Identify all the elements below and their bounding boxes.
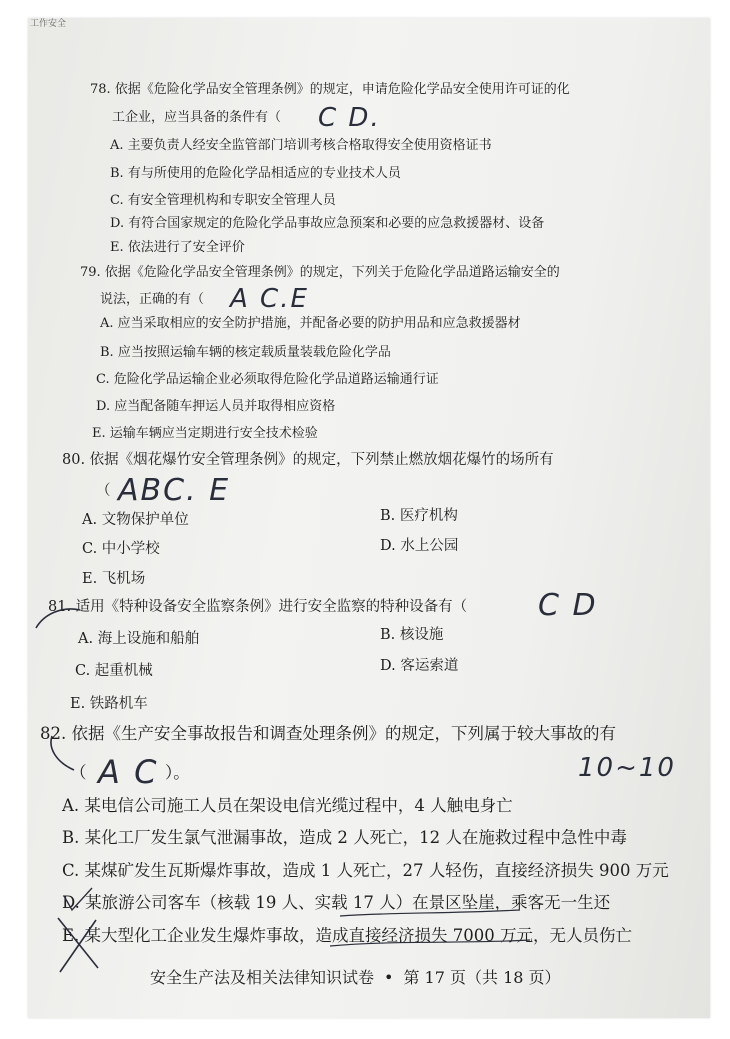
q79-stem-line1: 79. 依据《危险化学品安全管理条例》的规定，下列关于危险化学品道路运输安全的 bbox=[80, 265, 560, 280]
q82-stem-line1: 82. 依据《生产安全事故报告和调查处理条例》的规定，下列属于较大事故的有 bbox=[40, 724, 616, 743]
q80-option-e: E. 飞机场 bbox=[82, 571, 146, 587]
q80-stem-line2: （ bbox=[96, 483, 111, 499]
q80-option-d: D. 水上公园 bbox=[380, 538, 459, 554]
page-footer bbox=[150, 965, 561, 988]
q82-stem-open-paren: （ bbox=[70, 763, 87, 782]
q82-option-b: B. 某化工厂发生氯气泄漏事故，造成 2 人死亡，12 人在施救过程中急性中毒 bbox=[62, 828, 627, 847]
q80-stem-line1: 80. 依据《烟花爆竹安全管理条例》的规定，下列禁止燃放烟花爆竹的场所有 bbox=[62, 452, 554, 468]
q78-option-b: B. 有与所使用的危险化学品相适应的专业技术人员 bbox=[110, 166, 401, 181]
q80-option-a: A. 文物保护单位 bbox=[82, 512, 189, 528]
q81-option-d: D. 客运索道 bbox=[380, 658, 459, 674]
q78-handwritten-answer: C D. bbox=[318, 103, 381, 133]
q81-stem: 81. 适用《特种设备安全监察条例》进行安全监察的特种设备有（ bbox=[48, 599, 468, 615]
q79-stem-line2: 说法，正确的有（ bbox=[100, 292, 205, 307]
q78-option-c: C. 有安全管理机构和专职安全管理人员 bbox=[110, 193, 336, 208]
q81-option-c: C. 起重机械 bbox=[75, 663, 153, 679]
q81-option-b: B. 核设施 bbox=[380, 627, 444, 643]
q79-option-e: E. 运输车辆应当定期进行安全技术检验 bbox=[92, 426, 318, 441]
q78-stem-line2: 工企业，应当具备的条件有（ bbox=[112, 110, 282, 125]
q81-option-e: E. 铁路机车 bbox=[70, 696, 148, 712]
q78-stem-line1: 78. 依据《危险化学品安全管理条例》的规定，申请危险化学品安全使用许可证的化 bbox=[90, 82, 570, 97]
q80-option-c: C. 中小学校 bbox=[82, 541, 160, 557]
q80-option-b: B. 医疗机构 bbox=[380, 508, 458, 524]
q78-option-a: A. 主要负责人经安全监管部门培训考核合格取得安全使用资格证书 bbox=[110, 138, 492, 153]
footer-title: 安全生产法及相关法律知识试卷 bbox=[150, 968, 375, 987]
q78-option-e: E. 依法进行了安全评价 bbox=[110, 240, 245, 255]
q79-handwritten-answer: A C.E bbox=[230, 284, 309, 314]
q80-handwritten-answer: ABC. E bbox=[118, 473, 231, 508]
q82-margin-note: 10~10 bbox=[578, 753, 676, 783]
q82-option-c: C. 某煤矿发生瓦斯爆炸事故，造成 1 人死亡，27 人轻伤，直接经济损失 900 万元 bbox=[62, 861, 669, 880]
q82-stem-close-paren: ）。 bbox=[165, 763, 190, 782]
q79-option-a: A. 应当采取相应的安全防护措施，并配备必要的防护用品和应急救援器材 bbox=[100, 316, 521, 331]
footer-separator: • bbox=[384, 968, 394, 987]
header-fragment: 工作安全 bbox=[30, 19, 67, 29]
q82-option-a: A. 某电信公司施工人员在架设电信光缆过程中，4 人触电身亡 bbox=[62, 796, 513, 815]
q81-option-a: A. 海上设施和船舶 bbox=[78, 631, 200, 647]
q82-option-d: D. 某旅游公司客车（核载 19 人、实载 17 人）在景区坠崖，乘客无一生还 bbox=[62, 893, 611, 912]
q82-option-e: E. 某大型化工企业发生爆炸事故，造成直接经济损失 7000 万元，无人员伤亡 bbox=[62, 926, 633, 945]
q79-option-d: D. 应当配备随车押运人员并取得相应资格 bbox=[96, 399, 336, 414]
q79-option-b: B. 应当按照运输车辆的核定载质量装载危险化学品 bbox=[100, 345, 391, 360]
q81-handwritten-answer: C D bbox=[538, 588, 598, 623]
footer-page-number: 第 17 页（共 18 页） bbox=[403, 968, 561, 987]
q78-option-d: D. 有符合国家规定的危险化学品事故应急预案和必要的应急救援器材、设备 bbox=[110, 216, 545, 231]
q79-option-c: C. 危险化学品运输企业必须取得危险化学品道路运输通行证 bbox=[96, 372, 439, 387]
q82-handwritten-answer: A C bbox=[98, 753, 159, 791]
